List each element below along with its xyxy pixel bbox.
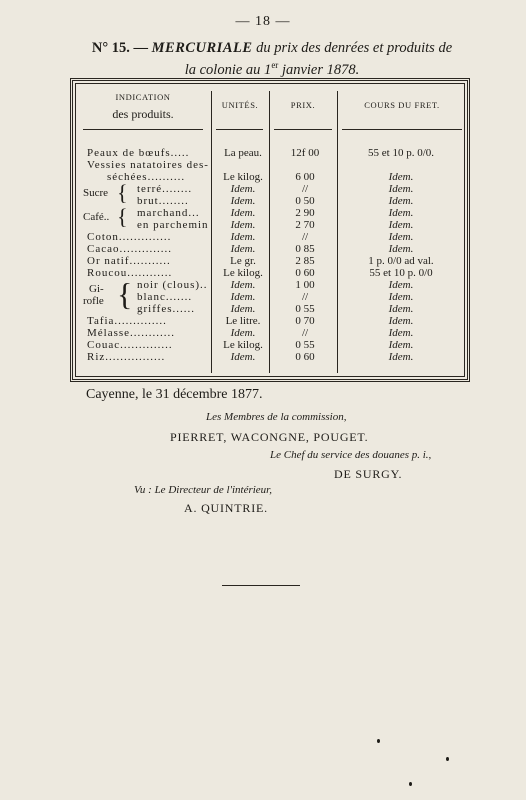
unit-cell: Idem. <box>230 351 256 363</box>
unit-cell: Idem. <box>230 183 256 195</box>
header-rule <box>216 129 263 130</box>
price-cell: 12f 00 <box>290 147 320 159</box>
price-cell: 0 70 <box>295 315 315 327</box>
unit-cell: Idem. <box>230 303 256 315</box>
unit-cell: Idem. <box>230 231 256 243</box>
product-label: Mélasse............ <box>87 327 176 339</box>
fret-cell: Idem. <box>388 279 414 291</box>
ink-speck <box>446 757 449 761</box>
brace-icon: { <box>117 180 128 205</box>
price-cell: 0 60 <box>295 351 315 363</box>
title-line2-sup: er <box>271 60 279 70</box>
fret-cell: Idem. <box>388 327 414 339</box>
price-cell: 6 00 <box>295 171 315 183</box>
chef-caption: Le Chef du service des douanes p. i., <box>270 449 432 461</box>
vu-caption: Vu : Le Directeur de l'intérieur, <box>134 484 272 496</box>
product-label: en parchemin <box>137 219 209 231</box>
group-label-girofle: Gi- <box>89 283 104 295</box>
price-cell: 0 55 <box>295 303 315 315</box>
price-cell: // <box>301 291 309 303</box>
table-row <box>79 159 467 171</box>
ink-speck <box>409 782 412 786</box>
product-label: brut........ <box>137 195 189 207</box>
fret-cell: Idem. <box>388 171 414 183</box>
table-row <box>79 171 467 183</box>
product-label: Or natif........... <box>87 255 171 267</box>
fret-cell: Idem. <box>388 183 414 195</box>
fret-cell: Idem. <box>388 339 414 351</box>
product-label: Cacao.............. <box>87 243 172 255</box>
table-row <box>79 315 467 327</box>
product-label: noir (clous).. <box>137 279 208 291</box>
brace-icon: { <box>117 276 133 312</box>
product-label: séchées.......... <box>107 171 186 183</box>
header-fret: COURS DU FRET. <box>364 100 440 110</box>
header-indication-sub: des produits. <box>112 107 174 121</box>
price-cell: 2 85 <box>295 255 315 267</box>
unit-cell: Idem. <box>230 291 256 303</box>
fret-cell: Idem. <box>388 195 414 207</box>
unit-cell: Idem. <box>230 195 256 207</box>
product-label: marchand... <box>137 207 200 219</box>
price-cell: 0 85 <box>295 243 315 255</box>
chef-name: DE SURGY. <box>334 467 403 481</box>
unit-cell: Idem. <box>230 219 256 231</box>
table-row <box>79 195 467 207</box>
fret-cell: 1 p. 0/0 ad val. <box>368 255 434 267</box>
members-names: PIERRET, WACONGNE, POUGET. <box>170 430 369 444</box>
title-line2-date: janvier 1878. <box>281 61 360 78</box>
unit-cell: Idem. <box>230 243 256 255</box>
table-row <box>79 147 467 159</box>
title-line1: du prix des denrées et produits de <box>256 40 453 56</box>
table-row <box>79 183 467 195</box>
fret-cell: Idem. <box>388 231 414 243</box>
fret-cell: Idem. <box>388 351 414 363</box>
page-number: — 18 — <box>235 14 291 29</box>
table-row <box>79 351 467 363</box>
table-row <box>79 207 467 219</box>
price-cell: 1 00 <box>295 279 315 291</box>
vu-name: A. QUINTRIE. <box>184 501 268 515</box>
price-cell: // <box>301 183 309 195</box>
table-row <box>79 327 467 339</box>
header-indication: INDICATION <box>115 92 171 102</box>
title-lead: MERCURIALE <box>151 40 253 56</box>
price-cell: // <box>301 231 309 243</box>
group-label-cafe: Café.. <box>83 211 110 223</box>
fret-cell: 55 et 10 p. 0/0. <box>368 147 434 159</box>
unit-cell: Le kilog. <box>223 171 263 183</box>
product-label: Tafia.............. <box>87 315 167 327</box>
unit-cell: Le kilog. <box>223 339 263 351</box>
price-cell: // <box>301 327 309 339</box>
group-label-sucre: Sucre <box>83 187 109 199</box>
price-table <box>70 78 470 382</box>
price-cell: 2 70 <box>295 219 315 231</box>
closing-rule <box>222 585 300 586</box>
product-label: Couac.............. <box>87 339 173 351</box>
unit-cell: La peau. <box>224 147 262 159</box>
header-rule <box>274 129 332 130</box>
price-cell: 2 90 <box>295 207 315 219</box>
unit-cell: Idem. <box>230 207 256 219</box>
unit-cell: Le kilog. <box>223 267 263 279</box>
place-date: Cayenne, le 31 décembre 1877. <box>86 387 263 402</box>
table-row <box>79 255 467 267</box>
table-row <box>79 303 467 315</box>
brace-icon: { <box>117 204 128 229</box>
title-line2: la colonie au 1 <box>184 61 272 78</box>
table-row <box>79 339 467 351</box>
table-row <box>79 219 467 231</box>
fret-cell: Idem. <box>388 219 414 231</box>
fret-cell: Idem. <box>388 315 414 327</box>
product-label: terré........ <box>137 183 193 195</box>
header-prix: PRIX. <box>290 100 316 110</box>
unit-cell: Idem. <box>230 279 256 291</box>
fret-cell: Idem. <box>388 291 414 303</box>
table-row <box>79 231 467 243</box>
table-row <box>79 243 467 255</box>
table-row <box>79 267 467 279</box>
product-label: Coton.............. <box>87 231 172 243</box>
table-row <box>79 279 467 291</box>
fret-cell: Idem. <box>388 207 414 219</box>
header-rule <box>342 129 462 130</box>
price-cell: 0 50 <box>295 195 315 207</box>
members-caption: Les Membres de la commission, <box>206 411 347 423</box>
product-label: Riz................ <box>87 351 166 363</box>
product-label: griffes...... <box>137 303 196 315</box>
product-label: blanc....... <box>137 291 193 303</box>
unit-cell: Le gr. <box>230 255 256 267</box>
header-rule <box>83 129 203 130</box>
table-row <box>79 291 467 303</box>
header-unites: UNITÉS. <box>221 100 259 110</box>
unit-cell: Idem. <box>230 327 256 339</box>
fret-cell: Idem. <box>388 303 414 315</box>
document-title <box>72 40 472 79</box>
product-label: Peaux de bœufs..... <box>87 147 190 159</box>
group-label-girofle-2: rofle <box>83 295 104 307</box>
unit-cell: Le litre. <box>225 315 261 327</box>
product-label: Roucou............ <box>87 267 173 279</box>
fret-cell: 55 et 10 p. 0/0 <box>369 267 433 279</box>
title-number: N° 15. — <box>91 40 148 56</box>
fret-cell: Idem. <box>388 243 414 255</box>
price-cell: 0 60 <box>295 267 315 279</box>
product-label: Vessies natatoires des- <box>87 159 209 171</box>
ink-speck <box>377 739 380 743</box>
price-cell: 0 55 <box>295 339 315 351</box>
